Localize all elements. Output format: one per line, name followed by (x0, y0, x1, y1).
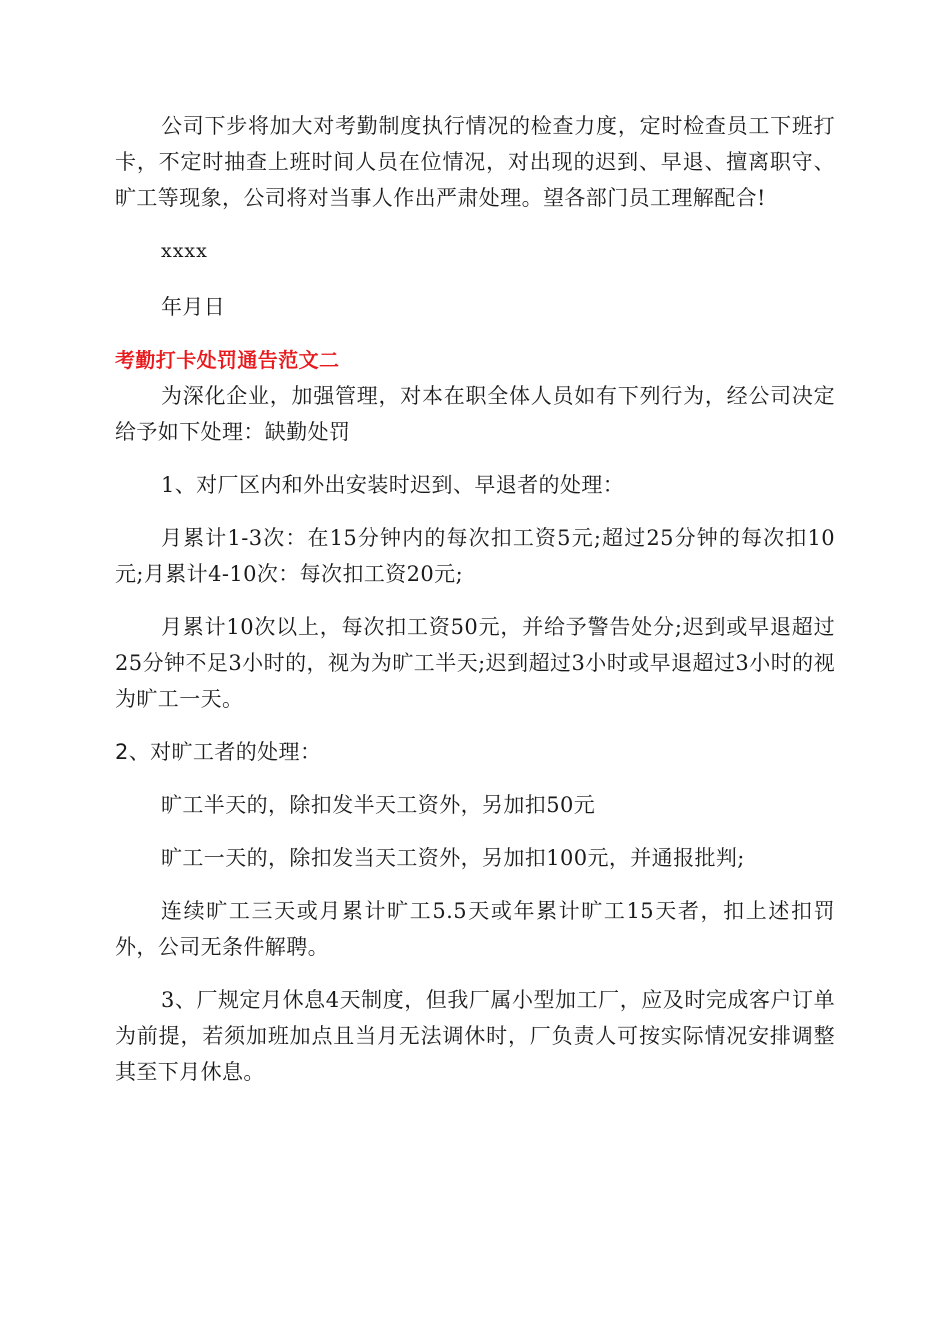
date-line: 年月日 (161, 295, 226, 319)
paragraph-late-1-3: 月累计1-3次：在15分钟内的每次扣工资5元;超过25分钟的每次扣10元;月累计4-10次：每次扣工资20元; (115, 526, 835, 586)
list-item-3: 3、厂规定月休息4天制度，但我厂属小型加工厂，应及时完成客户订单为前提，若须加班加点且当月无法调休时，厂负责人可按实际情况安排调整其至下月休息。 (115, 988, 835, 1084)
document-body (115, 108, 835, 1107)
paragraph-dismissal: 连续旷工三天或月累计旷工5.5天或年累计旷工15天者，扣上述扣罚外，公司无条件解聘。 (115, 899, 835, 959)
section-heading: 考勤打卡处罚通告范文二 (115, 348, 340, 372)
paragraph-intro: 为深化企业，加强管理，对本在职全体人员如有下列行为，经公司决定给予如下处理：缺勤处罚 (115, 384, 835, 444)
list-item-1: 1、对厂区内和外出安装时迟到、早退者的处理： (161, 473, 625, 497)
paragraph-absent-one-day: 旷工一天的，除扣发当天工资外，另加扣100元，并通报批判; (161, 846, 745, 870)
paragraph-absent-half-day: 旷工半天的，除扣发半天工资外，另加扣50元 (161, 793, 596, 817)
signature: xxxx (161, 240, 208, 262)
paragraph-inspection-notice: 公司下步将加大对考勤制度执行情况的检查力度，定时检查员工下班打卡，不定时抽查上班时间人员在位情况，对出现的迟到、早退、擅离职守、旷工等现象，公司将对当事人作出严肃处理。望各部门员工理解配合! (115, 114, 835, 210)
list-item-2: 2、对旷工者的处理： (115, 740, 322, 764)
paragraph-late-over-10: 月累计10次以上，每次扣工资50元，并给予警告处分;迟到或早退超过25分钟不足3小时的，视为为旷工半天;迟到超过3小时或早退超过3小时的视为旷工一天。 (115, 615, 835, 711)
